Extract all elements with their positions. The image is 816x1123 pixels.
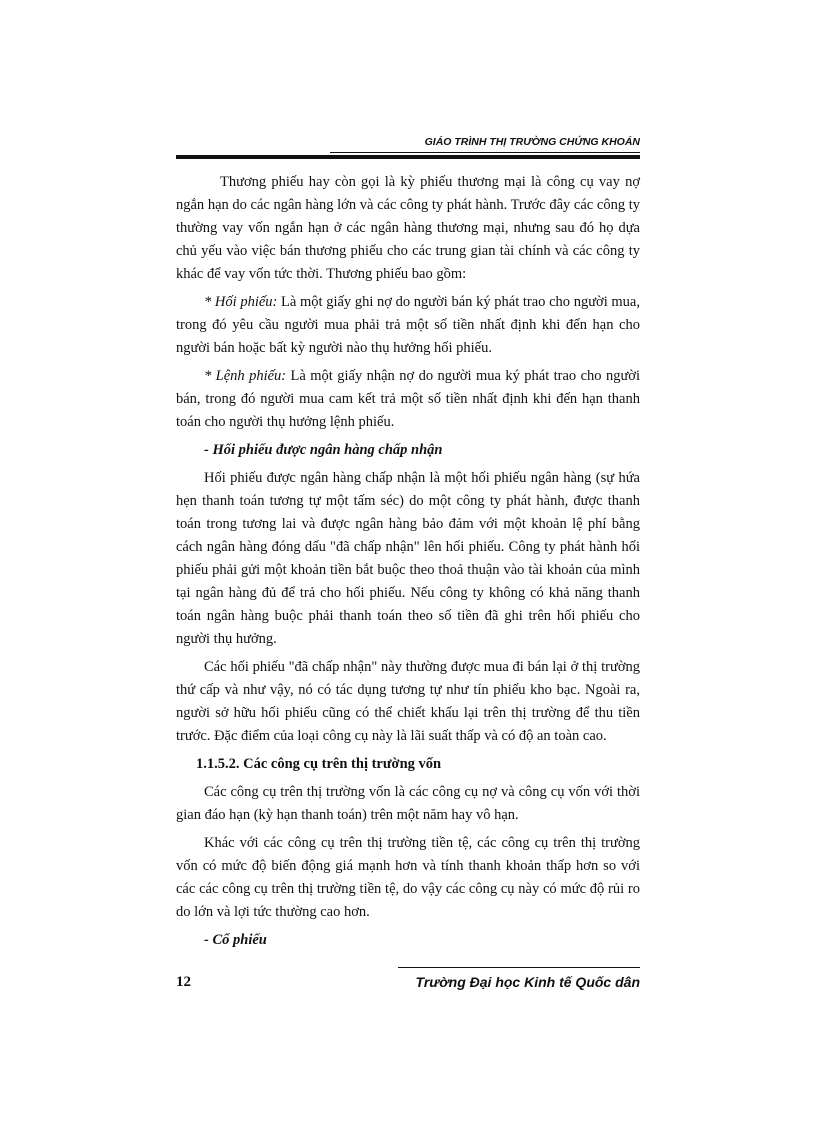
term-promissory-note: * Lệnh phiếu: <box>204 368 287 384</box>
paragraph-capital-market-comparison: Khác với các công cụ trên thị trường tiền tệ, các công cụ trên thị trường vốn có mức độ biến động giá mạnh hơn và tính thanh khoản thấp hơn so với các các công cụ trên thị trường tiền tệ, do vậy các công cụ này có mức độ rủi ro do lớn và lợi tức thường cao hơn. <box>176 835 640 920</box>
paragraph-capital-market-definition: Các công cụ trên thị trường vốn là các công cụ nợ và công cụ vốn với thời gian đáo hạn (kỳ hạn thanh toán) trên một năm hay vô hạn. <box>176 784 640 823</box>
definition-promissory-note: Là một giấy nhận nợ do người mua ký phát trao cho người bán, trong đó người mua cam kết trả một số tiền nhất định khi đến hạn thanh toán cho người thụ hưởng lệnh phiếu. <box>176 368 641 430</box>
definition-bill-of-exchange: Là một giấy ghi nợ do người bán ký phát trao cho người mua, trong đó yêu cầu người mua phải trả một số tiền nhất định khi đến hạn cho người bán hoặc bất kỳ người nào thụ hưởng hối phiếu. <box>176 294 640 356</box>
body-text <box>176 171 640 957</box>
paragraph-secondary-market: Các hối phiếu "đã chấp nhận" này thường được mua đi bán lại ở thị trường thứ cấp và như vậy, nó có tác dụng tương tự như tín phiếu kho bạc. Ngoài ra, người sở hữu hối phiếu cũng có thể chiết khấu lại trên thị trường để thu tiền trước. Đặc điểm của loại công cụ này là lãi suất thấp và có độ an toàn cao. <box>176 659 640 744</box>
footer-school-name: Trường Đại học Kinh tế Quốc dân <box>415 974 640 990</box>
footer-rule <box>398 967 640 968</box>
heading-stocks: - Cổ phiếu <box>204 932 267 948</box>
term-bill-of-exchange: * Hối phiếu: <box>204 294 278 310</box>
paragraph-bill-of-exchange <box>176 291 640 360</box>
page-number: 12 <box>176 974 191 990</box>
header-rule-thin <box>330 152 640 153</box>
header-rule-thick <box>176 155 640 159</box>
paragraph-commercial-paper: Thương phiếu hay còn gọi là kỳ phiếu thương mại là công cụ vay nợ ngắn hạn do các ngân hàng lớn và các công ty phát hành. Trước đây các công ty thường vay vốn ngắn hạn ở các ngân hàng thương mại, nhưng sau đó họ dựa chủ yếu vào việc bán thương phiếu cho các trung gian tài chính và các công ty khác để vay vốn tức thời. Thương phiếu bao gồm: <box>176 174 640 282</box>
paragraph-bankers-acceptance: Hối phiếu được ngân hàng chấp nhận là một hối phiếu ngân hàng (sự hứa hẹn thanh toán tương tự một tấm séc) do một công ty phát hành, được thanh toán trong tương lai và được ngân hàng bảo đảm với một khoản lệ phí bằng cách ngân hàng đóng dấu "đã chấp nhận" lên hối phiếu. Công ty phát hành hối phiếu phải gửi một khoản tiền bắt buộc theo thoả thuận vào tài khoản của mình tại ngân hàng đủ để trả cho hối phiếu. Nếu công ty không có khả năng thanh toán ngân hàng buộc phải thanh toán theo số tiền đã ghi trên hối phiếu cho người thụ hưởng. <box>176 470 640 647</box>
running-header-title: GIÁO TRÌNH THỊ TRƯỜNG CHỨNG KHOÁN <box>424 136 640 148</box>
heading-bankers-acceptance: - Hối phiếu được ngân hàng chấp nhận <box>204 442 443 458</box>
paragraph-promissory-note <box>176 365 640 434</box>
section-heading-capital-market: 1.1.5.2. Các công cụ trên thị trường vốn <box>196 756 442 772</box>
